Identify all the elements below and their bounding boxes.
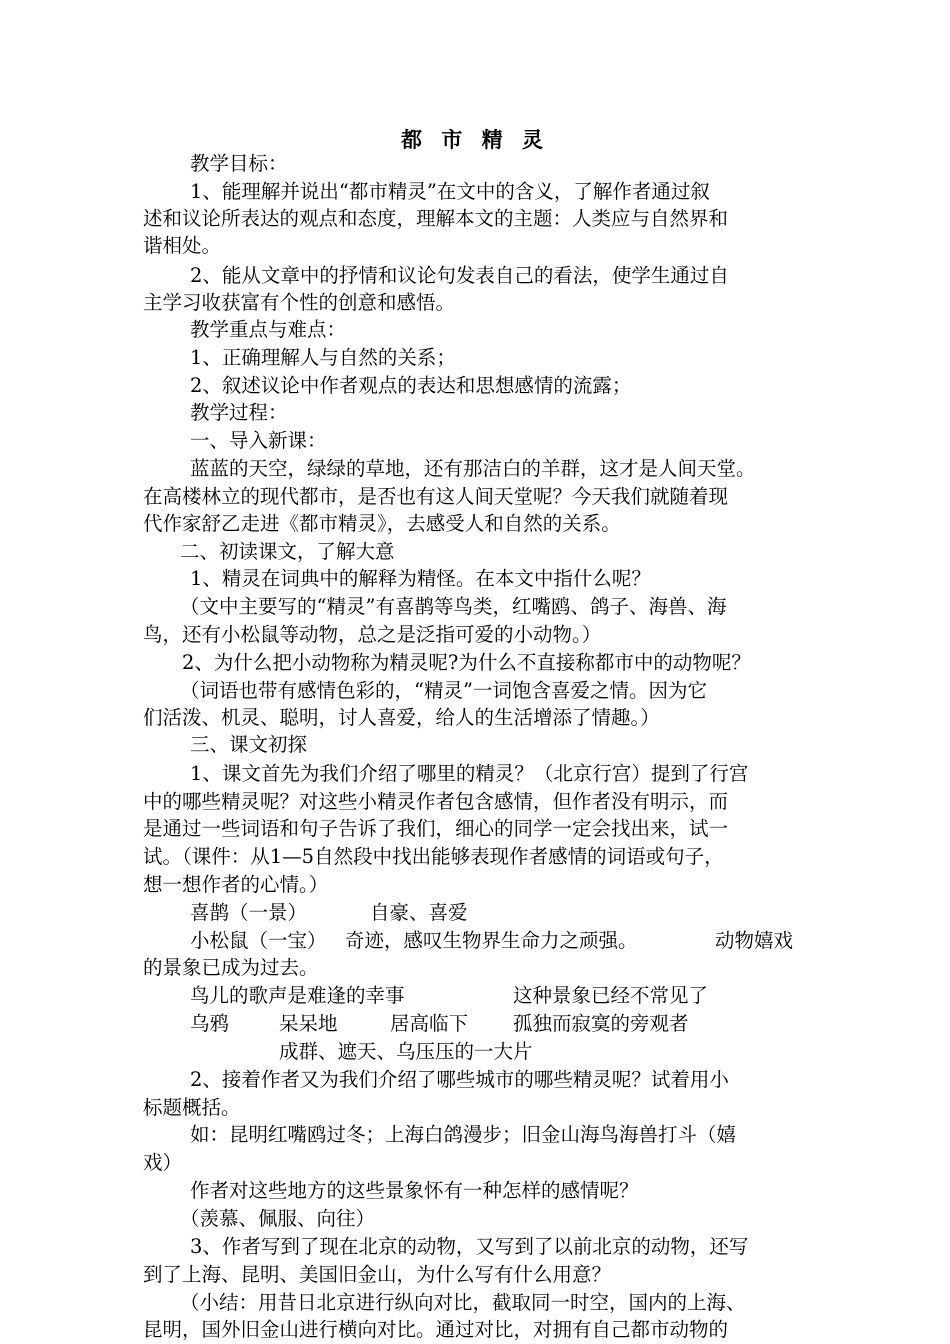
- text-line: 想一想作者的心情。）: [143, 873, 329, 896]
- text-line: 2、为什么把小动物称为精灵呢?为什么不直接称都市中的动物呢？: [182, 651, 751, 674]
- text-line: 2、能从文章中的抒情和议论句发表自己的看法，使学生通过自: [190, 264, 729, 287]
- table-cell: 成群、遮天、乌压压的一大片: [279, 1040, 533, 1063]
- text-line: 作者对这些地方的这些景象怀有一种怎样的感情呢？: [190, 1179, 639, 1202]
- text-line: （文中主要写的“精灵”有喜鹊等鸟类，红嘴鸥、鸽子、海兽、海: [180, 595, 727, 618]
- text-line: 戏）: [143, 1151, 183, 1174]
- text-line: 2、叙述议论中作者观点的表达和思想感情的流露；: [190, 374, 632, 397]
- text-line: 们活泼、机灵、聪明，讨人喜爱，给人的生活增添了情趣。）: [143, 706, 660, 729]
- table-cell: 奇迹，感叹生物界生命力之顽强。: [345, 929, 638, 952]
- text-line: 标题概括。: [143, 1096, 241, 1119]
- text-line: 1、正确理解人与自然的关系；: [190, 346, 456, 369]
- table-cell: 乌鸦: [190, 1012, 230, 1035]
- text-line: 1、能理解并说出“都市精灵”在文中的含义，了解作者通过叙: [190, 180, 710, 203]
- text-line: 主学习收获富有个性的创意和感悟。: [143, 291, 456, 314]
- text-line: 2、接着作者又为我们介绍了哪些城市的哪些精灵呢？试着用小: [190, 1068, 729, 1091]
- text-line: 如：昆明红嘴鸥过冬；上海白鸽漫步；旧金山海鸟海兽打斗（嬉: [190, 1123, 737, 1146]
- table-cell: 自豪、喜爱: [370, 901, 468, 924]
- table-cell: 这种景象已经不常见了: [513, 984, 709, 1007]
- page-title: 都 市 精 灵: [401, 128, 549, 152]
- table-cell: 动物嬉戏: [715, 929, 794, 952]
- text-line: 谐相处。: [143, 234, 222, 257]
- text-line: 蓝蓝的天空，绿绿的草地，还有那洁白的羊群，这才是人间天堂。: [190, 457, 756, 480]
- text-line: 到了上海、昆明、美国旧金山，为什么写有什么用意？: [143, 1263, 612, 1286]
- text-line: 是通过一些词语和句子告诉了我们，细心的同学一定会找出来，试一: [143, 817, 729, 840]
- table-cell: 孤独而寂寞的旁观者: [513, 1012, 689, 1035]
- text-line: 教学重点与难点：: [190, 318, 347, 341]
- text-line: （小结：用昔日北京进行纵向对比，截取同一时空，国内的上海、: [180, 1291, 746, 1314]
- table-cell: 鸟儿的歌声是难逢的幸事: [190, 984, 405, 1007]
- text-line: 代作家舒乙走进《都市精灵》，去感受人和自然的关系。: [143, 512, 621, 535]
- text-line: 在高楼林立的现代都市，是否也有这人间天堂呢？今天我们就随着现: [143, 485, 729, 508]
- table-cell: 居高临下: [390, 1012, 469, 1035]
- text-line: 教学目标：: [190, 152, 288, 175]
- table-cell: 小松鼠（一宝）: [190, 929, 327, 952]
- section-heading: 三、课文初探: [190, 733, 308, 756]
- text-line: 3、作者写到了现在北京的动物，又写到了以前北京的动物，还写: [190, 1235, 749, 1258]
- section-heading: 二、初读课文，了解大意: [180, 540, 395, 563]
- table-cell: 的景象已成为过去。: [143, 956, 319, 979]
- text-line: 中的哪些精灵呢？对这些小精灵作者包含感情，但作者没有明示，而: [143, 790, 729, 813]
- text-line: 述和议论所表达的观点和态度，理解本文的主题：人类应与自然界和: [143, 207, 729, 230]
- text-line: 教学过程：: [190, 401, 288, 424]
- text-line: 1、课文首先为我们介绍了哪里的精灵？（北京行宫）提到了行宫: [190, 762, 749, 785]
- text-line: 昆明，国外旧金山进行横向对比。通过对比，对拥有自己都市动物的: [143, 1318, 729, 1341]
- section-heading: 一、导入新课：: [190, 429, 327, 452]
- table-cell: 喜鹊（一景）: [190, 901, 308, 924]
- text-line: 试。（课件：从1—5自然段中找出能够表现作者感情的词语或句子，: [143, 845, 724, 868]
- table-cell: 呆呆地: [279, 1012, 338, 1035]
- text-line: 1、精灵在词典中的解释为精怪。在本文中指什么呢？: [190, 567, 651, 590]
- text-line: 鸟，还有小松鼠等动物，总之是泛指可爱的小动物。）: [143, 623, 602, 646]
- text-line: （词语也带有感情色彩的，“精灵”一词饱含喜爱之情。因为它: [180, 679, 707, 702]
- text-line: （羡慕、佩服、向往）: [180, 1207, 376, 1230]
